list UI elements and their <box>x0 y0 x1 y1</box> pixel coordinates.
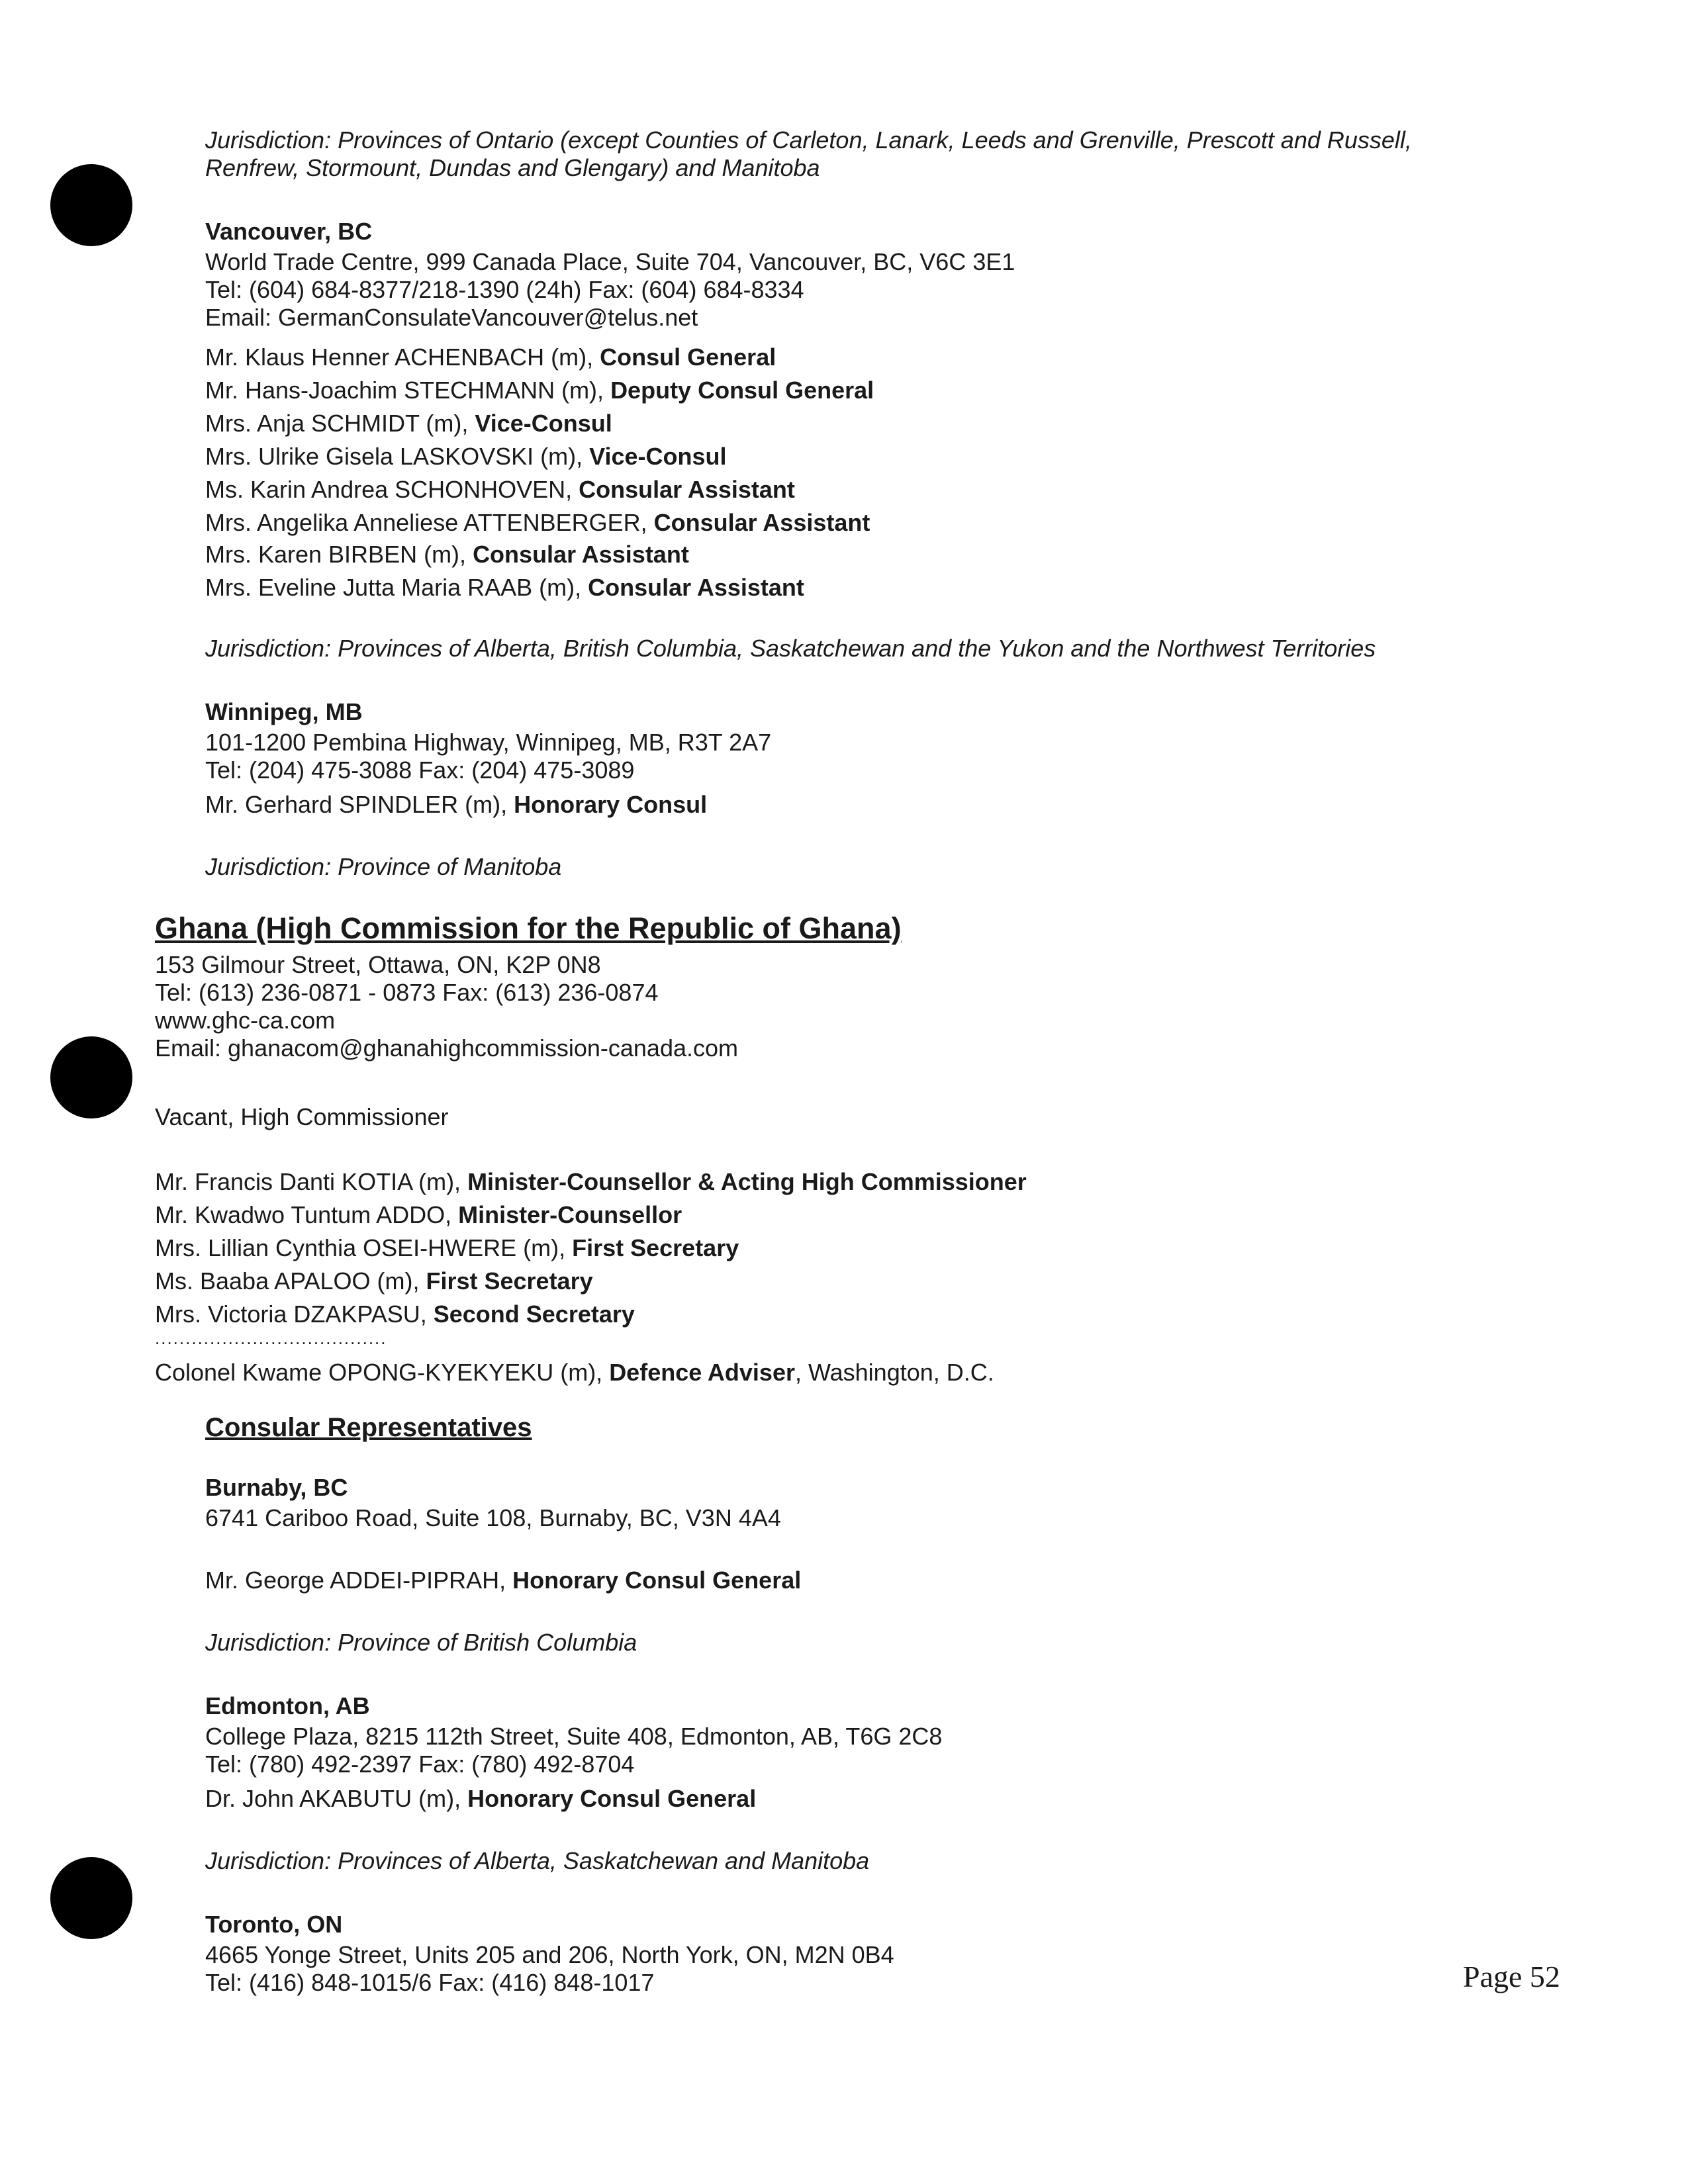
vancouver-city: Vancouver, BC <box>205 218 373 245</box>
ghana-staff-entry <box>155 1167 1027 1197</box>
germany-jurisdiction-line-2: Renfrew, Stormount, Dundas and Glengary) and Manitoba <box>205 154 820 181</box>
staff-name: Mr. Klaus Henner ACHENBACH (m), <box>205 343 600 371</box>
staff-title: Consular Assistant <box>653 509 870 536</box>
staff-name: Mrs. Victoria DZAKPASU, <box>155 1300 434 1328</box>
punch-hole-bottom <box>50 1857 132 1939</box>
ghana-defence-adviser <box>155 1358 994 1387</box>
vancouver-jurisdiction: Jurisdiction: Provinces of Alberta, British Columbia, Saskatchewan and the Yukon and the Northwest Territories <box>205 635 1376 662</box>
staff-name: Mrs. Ulrike Gisela LASKOVSKI (m), <box>205 443 590 470</box>
staff-name: Mr. Francis Danti KOTIA (m), <box>155 1168 468 1195</box>
ghana-staff-entry <box>155 1201 682 1230</box>
staff-title: Consular Assistant <box>473 541 689 568</box>
staff-name: Mrs. Lillian Cynthia OSEI-HWERE (m), <box>155 1234 573 1261</box>
ghana-address: 153 Gilmour Street, Ottawa, ON, K2P 0N8 <box>155 951 601 978</box>
vancouver-staff-entry <box>205 409 612 438</box>
vancouver-address: World Trade Centre, 999 Canada Place, Suite 704, Vancouver, BC, V6C 3E1 <box>205 248 1015 275</box>
germany-jurisdiction-line-1: Jurisdiction: Provinces of Ontario (except Counties of Carleton, Lanark, Leeds and Grenville, Prescott and Russell, <box>205 126 1412 154</box>
vancouver-email: Email: GermanConsulateVancouver@telus.net <box>205 304 698 331</box>
edmonton-tel: Tel: (780) 492-2397 Fax: (780) 492-8704 <box>205 1751 635 1778</box>
winnipeg-city: Winnipeg, MB <box>205 698 363 725</box>
ghana-vacant-high-commissioner: Vacant, High Commissioner <box>155 1103 449 1130</box>
edmonton-jurisdiction: Jurisdiction: Provinces of Alberta, Saskatchewan and Manitoba <box>205 1847 870 1874</box>
ghana-staff-entry <box>155 1267 593 1296</box>
staff-name: Dr. John AKABUTU (m), <box>205 1785 468 1812</box>
staff-name: Mr. George ADDEI-PIPRAH, <box>205 1567 513 1594</box>
vancouver-staff-entry <box>205 573 804 602</box>
dotted-separator: ...................................... <box>155 1328 387 1348</box>
staff-title: Consular Assistant <box>579 476 795 503</box>
staff-title: Defence Adviser <box>609 1359 795 1386</box>
staff-title: Second Secretary <box>433 1300 635 1328</box>
staff-title: Honorary Consul <box>514 791 708 818</box>
staff-name: Ms. Baaba APALOO (m), <box>155 1267 426 1295</box>
punch-hole-top <box>50 164 132 246</box>
staff-name: Mr. Gerhard SPINDLER (m), <box>205 791 514 818</box>
staff-name: Mrs. Angelika Anneliese ATTENBERGER, <box>205 509 654 536</box>
page-number: Page 52 <box>1463 1960 1560 1993</box>
staff-name: Mrs. Anja SCHMIDT (m), <box>205 410 475 437</box>
toronto-address: 4665 Yonge Street, Units 205 and 206, North York, ON, M2N 0B4 <box>205 1941 894 1968</box>
staff-name: Colonel Kwame OPONG-KYEKYEKU (m), <box>155 1359 610 1386</box>
staff-name: Ms. Karin Andrea SCHONHOVEN, <box>205 476 579 503</box>
vancouver-staff-entry <box>205 343 776 372</box>
burnaby-jurisdiction: Jurisdiction: Province of British Columbia <box>205 1629 637 1656</box>
burnaby-address: 6741 Cariboo Road, Suite 108, Burnaby, BC, V3N 4A4 <box>205 1504 781 1531</box>
edmonton-staff-entry <box>205 1784 756 1813</box>
winnipeg-address: 101-1200 Pembina Highway, Winnipeg, MB, R3T 2A7 <box>205 729 772 756</box>
edmonton-city: Edmonton, AB <box>205 1692 370 1719</box>
staff-title: First Secretary <box>426 1267 593 1295</box>
staff-title: Vice-Consul <box>475 410 612 437</box>
staff-title: Consul General <box>600 343 776 371</box>
winnipeg-tel: Tel: (204) 475-3088 Fax: (204) 475-3089 <box>205 756 635 784</box>
vancouver-staff-entry <box>205 508 870 537</box>
vancouver-staff-entry <box>205 475 795 504</box>
staff-title: First Secretary <box>572 1234 739 1261</box>
burnaby-city: Burnaby, BC <box>205 1474 348 1501</box>
vancouver-staff-entry <box>205 540 689 569</box>
toronto-city: Toronto, ON <box>205 1911 343 1938</box>
staff-title: Minister-Counsellor <box>458 1201 682 1228</box>
staff-title: Honorary Consul General <box>467 1785 757 1812</box>
staff-name: Mr. Hans-Joachim STECHMANN (m), <box>205 377 611 404</box>
ghana-email: Email: ghanacom@ghanahighcommission-canada.com <box>155 1034 738 1062</box>
consular-representatives-heading: Consular Representatives <box>205 1413 532 1442</box>
winnipeg-jurisdiction: Jurisdiction: Province of Manitoba <box>205 853 562 880</box>
vancouver-staff-entry <box>205 442 727 471</box>
ghana-tel: Tel: (613) 236-0871 - 0873 Fax: (613) 236-0874 <box>155 979 659 1006</box>
burnaby-staff-entry <box>205 1566 801 1595</box>
ghana-website: www.ghc-ca.com <box>155 1007 336 1034</box>
staff-title: Deputy Consul General <box>610 377 874 404</box>
staff-title: Vice-Consul <box>589 443 727 470</box>
staff-name: Mrs. Karen BIRBEN (m), <box>205 541 473 568</box>
ghana-staff-entry <box>155 1234 739 1263</box>
staff-name: Mr. Kwadwo Tuntum ADDO, <box>155 1201 459 1228</box>
staff-location: , Washington, D.C. <box>794 1359 994 1386</box>
staff-title: Honorary Consul General <box>512 1567 802 1594</box>
staff-title: Minister-Counsellor & Acting High Commissioner <box>467 1168 1027 1195</box>
vancouver-tel: Tel: (604) 684-8377/218-1390 (24h) Fax: (604) 684-8334 <box>205 276 804 303</box>
winnipeg-staff-entry <box>205 790 707 819</box>
toronto-tel: Tel: (416) 848-1015/6 Fax: (416) 848-1017 <box>205 1969 655 1996</box>
staff-title: Consular Assistant <box>588 574 804 601</box>
punch-hole-middle <box>50 1036 132 1118</box>
edmonton-address: College Plaza, 8215 112th Street, Suite 408, Edmonton, AB, T6G 2C8 <box>205 1723 943 1750</box>
ghana-heading: Ghana (High Commission for the Republic of Ghana) <box>155 911 902 945</box>
staff-name: Mrs. Eveline Jutta Maria RAAB (m), <box>205 574 588 601</box>
vancouver-staff-entry <box>205 376 874 405</box>
